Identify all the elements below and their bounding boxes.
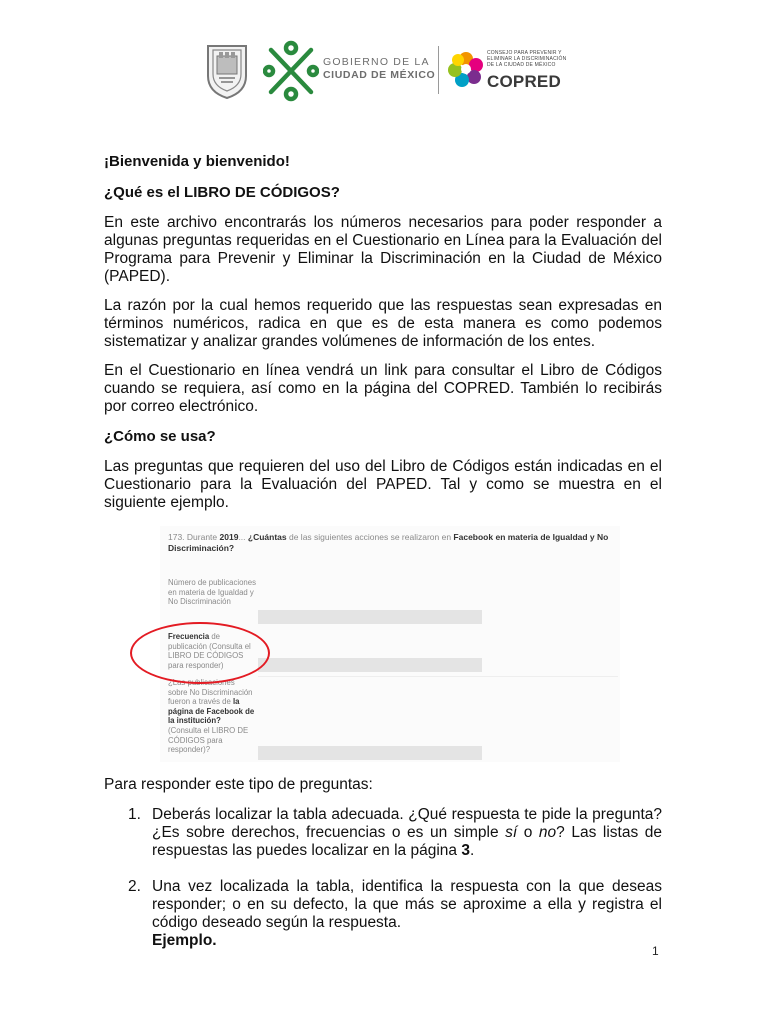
- ejemplo-label: Ejemplo.: [152, 932, 217, 949]
- paragraph-4: Las preguntas que requieren del uso del Libro de Códigos están indicadas en el Cuestionario para la Evaluación del PAPED. Tal y como se muestra en el siguiente ejemplo.: [104, 458, 662, 511]
- gobierno-line-2: CIUDAD DE MÉXICO: [323, 69, 436, 81]
- cdmx-logo-icon: [263, 40, 319, 102]
- example-row-3-bold: la página de Facebook de la institución?: [168, 697, 255, 726]
- copred-flower-logo-icon: [447, 50, 485, 88]
- instructions-lead: Para responder este tipo de preguntas:: [104, 776, 373, 793]
- example-row-2-field: [258, 658, 482, 672]
- instruction-1-o: o: [517, 824, 539, 841]
- example-q-bold2: Facebook en materia de Igualdad y No Discriminación?: [168, 532, 609, 553]
- example-row-3-c: (Consulta el LIBRO DE CÓDIGOS para responder)?: [168, 725, 249, 755]
- instruction-1-number: 1.: [128, 806, 141, 823]
- instructions-list: [104, 806, 662, 950]
- welcome-heading: ¡Bienvenida y bienvenido!: [104, 153, 290, 170]
- copred-tagline: CONSEJO PARA PREVENIR Y ELIMINAR LA DISCRIMINACIÓN DE LA CIUDAD DE MÉXICO: [487, 50, 567, 68]
- city-coat-of-arms-icon: [205, 42, 249, 100]
- example-row-3-label: [168, 678, 256, 755]
- gobierno-line-1: GOBIERNO DE LA: [323, 56, 430, 68]
- example-row-3-field: [258, 746, 482, 760]
- instruction-1-no: no: [538, 824, 557, 841]
- instruction-1-text-a: Deberás localizar la tabla adecuada. ¿Qué respuesta te pide la pregunta? ¿Es sobre derechos, frecuencias o es un simple: [152, 806, 662, 841]
- instruction-1-text-b: ? Las listas de respuestas las puedes localizar en la página: [152, 824, 662, 859]
- page-number: 1: [652, 944, 659, 958]
- example-q-mid: ...: [238, 532, 248, 542]
- example-row-2-bold: Frecuencia: [168, 632, 210, 641]
- example-row-divider: [258, 676, 618, 677]
- header-divider: [438, 46, 439, 94]
- example-q-text2: de las siguientes acciones se realizaron en: [286, 532, 454, 542]
- paragraph-2: La razón por la cual hemos requerido que las respuestas sean expresadas en términos numéricos, radica en que es de esta manera es como podemos sistematizar y analizar grandes volúmenes de información de los entes.: [104, 297, 662, 350]
- example-row-2-rest: de publicación (Consulta el LIBRO DE CÓDIGOS para responder): [168, 632, 251, 670]
- paragraph-3: En el Cuestionario en línea vendrá un link para consultar el Libro de Códigos cuando se requiera, así como en la página del COPRED. También lo recibirás por correo electrónico.: [104, 362, 662, 415]
- instruction-1-end: .: [469, 842, 475, 859]
- paragraph-1: En este archivo encontrarás los números necesarios para poder responder a algunas preguntas requeridas en el Cuestionario en Línea para la Evaluación del Programa para Prevenir y Eliminar la Discriminación en la Ciudad de México (PAPED).: [104, 214, 662, 285]
- document-body: [104, 152, 662, 968]
- instruction-2-text: Una vez localizada la tabla, identifica la respuesta con la que deseas responder; o en su defecto, la que más se aproxime a ella y registra el código deseado según la respuesta.: [152, 878, 662, 931]
- how-to-use-heading: ¿Cómo se usa?: [104, 428, 216, 445]
- example-q-bold1: ¿Cuántas: [247, 532, 287, 542]
- instruction-1-page: 3: [461, 842, 470, 859]
- instruction-item-2: [104, 878, 662, 950]
- document-header: [205, 38, 565, 104]
- example-row-3-a: ¿Las publicaciones sobre No Discriminación fueron a través de: [168, 678, 253, 707]
- example-q-year: 2019: [219, 532, 239, 542]
- instruction-item-1: [104, 806, 662, 860]
- example-row-1-field: [258, 610, 482, 624]
- copred-wordmark: COPRED: [487, 72, 561, 91]
- instruction-1-si: sí: [505, 824, 518, 841]
- example-question: [168, 532, 618, 554]
- example-screenshot: [160, 526, 620, 762]
- gobierno-cdmx-wordmark: [323, 56, 435, 82]
- what-is-heading: ¿Qué es el LIBRO DE CÓDIGOS?: [104, 184, 340, 201]
- example-q-num: 173. Durante: [168, 532, 220, 542]
- instruction-2-number: 2.: [128, 878, 141, 895]
- example-row-1-label: Número de publicaciones en materia de Igualdad y No Discriminación: [168, 578, 256, 607]
- highlight-circle: [130, 622, 270, 684]
